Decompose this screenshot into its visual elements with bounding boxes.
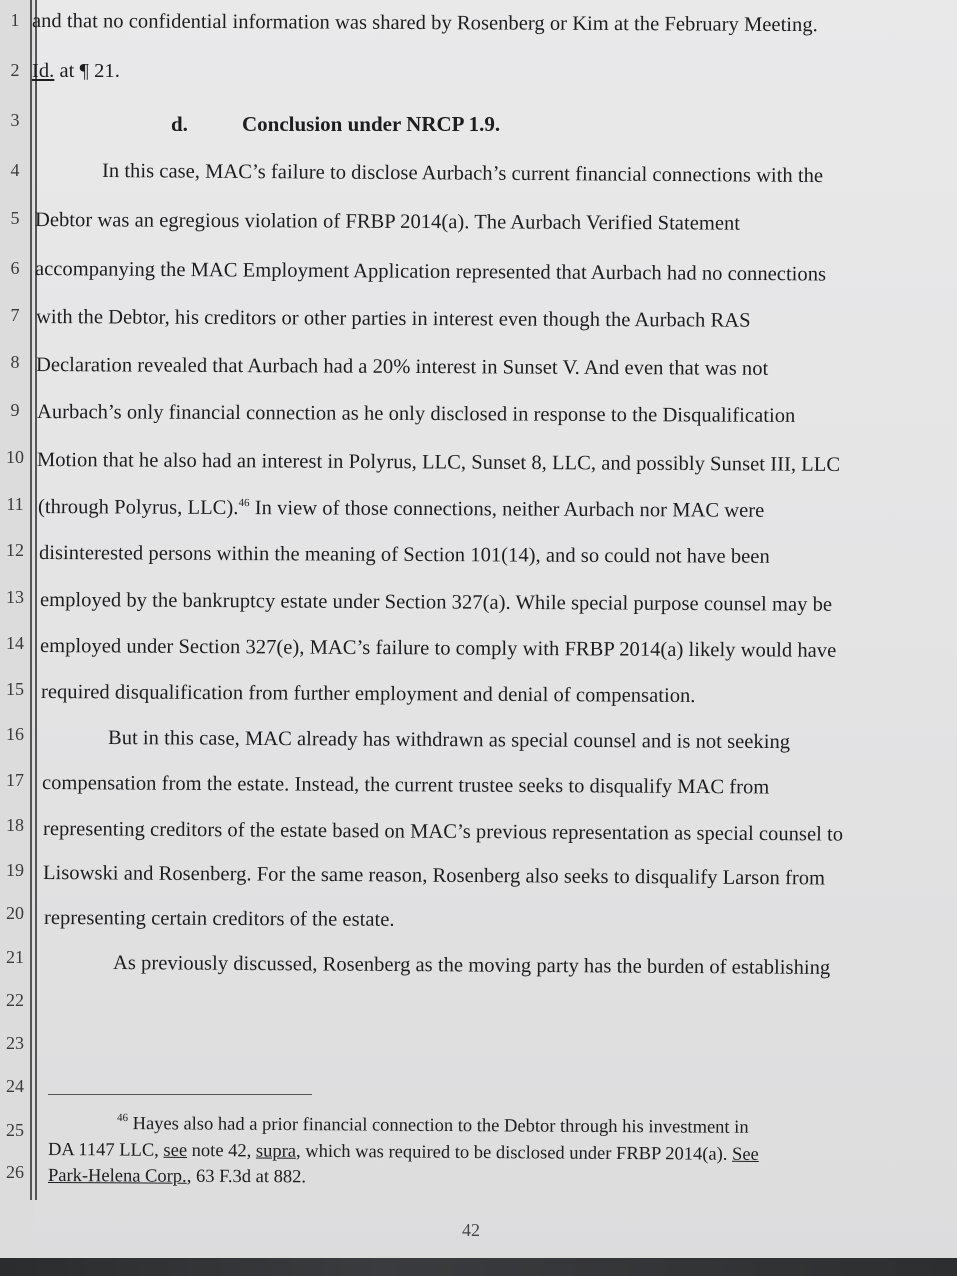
text-line: Debtor was an egregious violation of FRBP 2014(a). The Aurbach Verified Statement	[34, 209, 741, 235]
text-line: representing certain creditors of the estate.	[43, 907, 395, 931]
line-number: 3	[10, 110, 20, 130]
line-number: 2	[10, 60, 20, 80]
text-line: employed under Section 327(e), MAC’s failure to comply with FRBP 2014(a) likely would have	[39, 635, 837, 662]
line-number: 13	[6, 587, 24, 607]
section-heading: Conclusion under NRCP 1.9.	[242, 112, 501, 136]
text-line: disinterested persons within the meaning of Section 101(14), and so could not have been	[38, 542, 770, 568]
section-letter: d.	[171, 112, 188, 136]
case-name: Park-Helena Corp.	[47, 1166, 187, 1187]
line-number: 22	[6, 990, 24, 1010]
line-number: 20	[6, 903, 24, 923]
citation-id: Id.	[32, 60, 55, 82]
footnote-text: Hayes also had a prior financial connection to the Debtor through his investment in	[132, 1114, 749, 1138]
text-line: required disqualification from further employment and denial of compensation.	[40, 681, 696, 707]
footnote-text: , 63 F.3d at 882.	[186, 1166, 307, 1188]
signal-supra: supra	[255, 1141, 297, 1162]
line-number: 5	[10, 208, 20, 228]
citation-pin: at ¶ 21.	[54, 60, 120, 82]
line-number: 1	[10, 10, 20, 30]
text-line: compensation from the estate. Instead, the current trustee seeks to disqualify MAC from	[41, 772, 770, 799]
footnote-line	[48, 1166, 306, 1188]
text-line: Declaration revealed that Aurbach had a 20% interest in Sunset V. And even that was not	[35, 354, 769, 380]
text-line	[38, 496, 764, 523]
line-number: 12	[6, 540, 24, 560]
page-number: 42	[462, 1220, 480, 1240]
footnote-text: note 42,	[187, 1140, 257, 1162]
footnote-reference: 46	[238, 497, 250, 510]
signal-see: see	[163, 1140, 188, 1161]
footnote-text: , which was required to be disclosed under FRBP 2014(a).	[295, 1141, 733, 1165]
signal-see: See	[731, 1144, 759, 1165]
line-number: 19	[6, 860, 24, 880]
line-number: 8	[10, 352, 20, 372]
line-number-gutter	[0, 0, 34, 1258]
line-number: 17	[6, 770, 24, 790]
footnote-text: DA 1147 LLC,	[47, 1140, 164, 1161]
desk-edge	[0, 1258, 957, 1276]
text-line: Motion that he also had an interest in Polyrus, LLC, Sunset 8, LLC, and possibly Sunset III, LLC	[36, 449, 841, 476]
text-line: As previously discussed, Rosenberg as the moving party has the burden of establishing	[112, 952, 831, 980]
line-number: 26	[6, 1162, 24, 1182]
text-line: with the Debtor, his creditors or other parties in interest even though the Aurbach RAS	[35, 306, 751, 332]
line-number: 7	[10, 305, 20, 325]
text-span: In view of those connections, neither Aurbach nor MAC were	[249, 497, 765, 522]
line-number: 25	[6, 1120, 24, 1140]
footnote-line	[48, 1140, 759, 1166]
footnote-marker: 46	[116, 1112, 129, 1125]
text-span: (through Polyrus, LLC).	[37, 496, 239, 520]
text-line: and that no confidential information was shared by Rosenberg or Kim at the February Meeting.	[31, 10, 818, 37]
line-number: 6	[10, 258, 20, 278]
line-number: 21	[6, 947, 24, 967]
text-line: But in this case, MAC already has withdrawn as special counsel and is not seeking	[107, 727, 791, 754]
text-line: Aurbach’s only financial connection as he only disclosed in response to the Disqualification	[36, 401, 796, 427]
text-line: representing creditors of the estate based on MAC’s previous representation as special counsel to	[42, 818, 844, 846]
line-number: 18	[6, 815, 24, 835]
line-number: 11	[6, 494, 24, 514]
line-number: 16	[6, 724, 24, 744]
footnote-line	[117, 1112, 749, 1139]
text-line: accompanying the MAC Employment Application represented that Aurbach had no connections	[34, 258, 827, 286]
line-number: 14	[6, 633, 24, 653]
line-number: 15	[6, 679, 24, 699]
footnote-separator	[48, 1094, 312, 1095]
line-number: 10	[6, 447, 24, 467]
text-line: Lisowski and Rosenberg. For the same reason, Rosenberg also seeks to disqualify Larson from	[42, 862, 826, 890]
line-number: 4	[10, 160, 20, 180]
line-number: 23	[6, 1033, 24, 1053]
line-number: 9	[10, 400, 20, 420]
margin-rule	[35, 0, 37, 1200]
text-line: In this case, MAC’s failure to disclose Aurbach’s current financial connections with the	[101, 160, 824, 188]
citation-line	[32, 60, 120, 83]
margin-rule	[30, 0, 32, 1200]
line-number: 24	[6, 1076, 24, 1096]
text-line: employed by the bankruptcy estate under Section 327(a). While special purpose counsel may be	[39, 589, 833, 616]
